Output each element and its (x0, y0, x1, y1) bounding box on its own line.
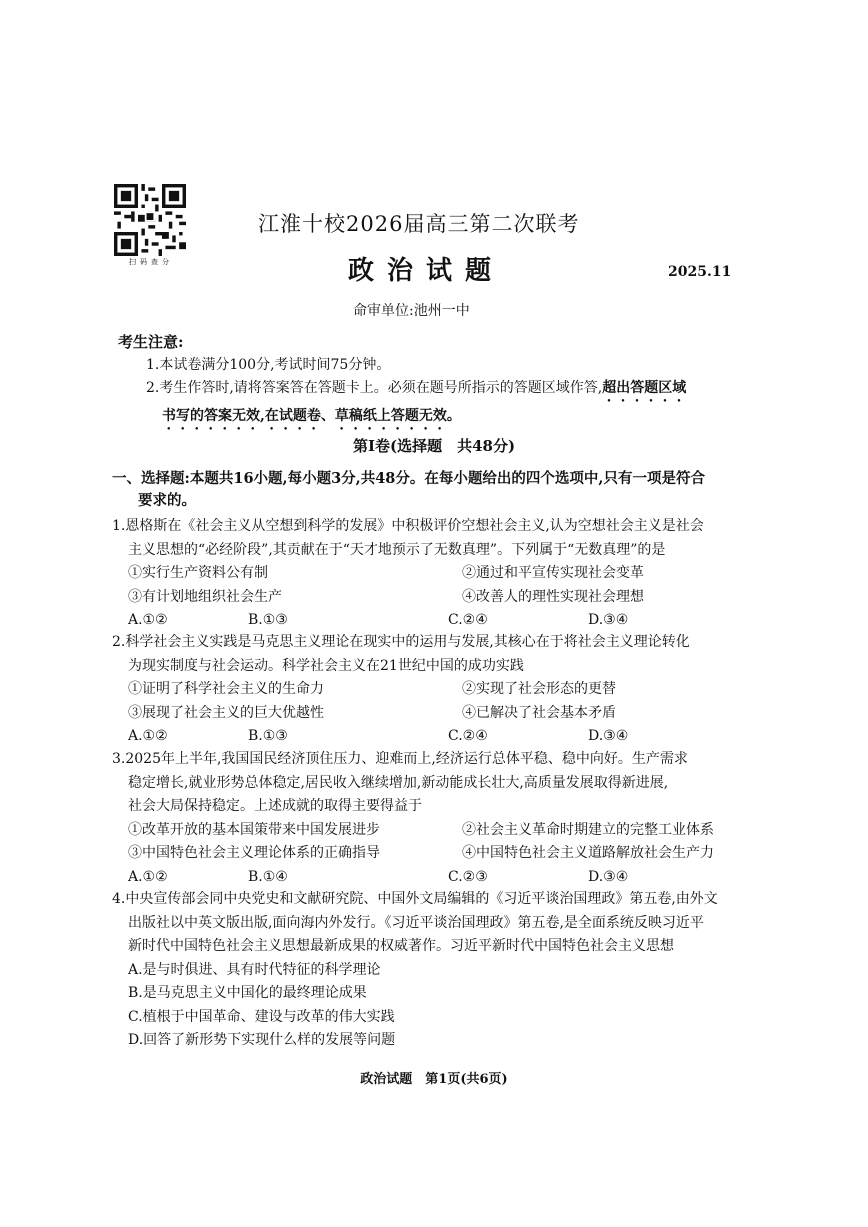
section-line-2: 要求的。 (138, 492, 196, 509)
notice-heading: 考生注意: (118, 333, 184, 351)
q1-stem-2: 主义思想的“必经阶段”,其贡献在于“天才地预示了无数真理”。下列属于“无数真理”的是 (128, 541, 666, 558)
statement: ①实行生产资料公有制 (128, 565, 268, 581)
choice-a: A.①② (128, 728, 168, 744)
q4-stem-2: 出版社以中英文版出版,面向海内外发行。《习近平谈治国理政》第五卷,是全面系统反映习近平 (128, 914, 704, 931)
qr-caption: 扫码查分 (129, 258, 173, 266)
choice-a: A.①② (128, 612, 168, 628)
question-4 (112, 888, 760, 1053)
q2-choices (112, 725, 760, 749)
notice-emphasis-cont: 书写的答案无效,在试题卷、草稿纸上答题无效。 (162, 408, 461, 424)
statement: ③有计划地组织社会生产 (128, 588, 282, 605)
notice-item-1: 1.本试卷满分100分,考试时间75分钟。 (146, 357, 391, 373)
exam-title: 江淮十校2026届高三第二次联考 (258, 212, 580, 236)
setter-unit: 命审单位:池州一中 (353, 303, 470, 319)
choice-a: A.①② (128, 868, 168, 885)
choice-c: C.②④ (448, 612, 488, 628)
q1-choices (112, 609, 760, 633)
notice-emphasis: 超出答题区域 (602, 380, 687, 396)
choice-c: C.植根于中国革命、建设与改革的伟大实践 (128, 1008, 395, 1025)
section-heading (112, 468, 760, 512)
choice-a: A.是与时俱进、具有时代特征的科学理论 (128, 961, 381, 978)
choice-d: D.回答了新形势下实现什么样的发展等问题 (128, 1032, 396, 1048)
q3-stem-1: 3.2025年上半年,我国国民经济顶住压力、迎难而上,经济运行总体平稳、稳中向好。生产需求 (112, 751, 688, 767)
statement: ①改革开放的基本国策带来中国发展进步 (128, 821, 380, 838)
section-line-1: 一、选择题:本题共16小题,每小题3分,共48分。在每小题给出的四个选项中,只有一项是符合 (112, 470, 705, 487)
statement: ②社会主义革命时期建立的完整工业体系 (462, 821, 714, 838)
choice-d: D.③④ (588, 612, 629, 628)
statement: ①证明了科学社会主义的生命力 (128, 681, 324, 697)
qr-code-icon (114, 184, 186, 256)
choice-b: B.①③ (248, 728, 288, 744)
q2-stem-1: 2.科学社会主义实践是马克思主义理论在现实中的运用与发展,其核心在于将社会主义理论转化 (112, 634, 690, 650)
q1-statements (112, 562, 760, 609)
page-title: 政治试题 (348, 256, 505, 286)
choice-b: B.①③ (248, 612, 288, 628)
choice-d: D.③④ (588, 728, 629, 744)
volume-heading: 第Ⅰ卷(选择题 共48分) (352, 437, 516, 455)
choice-c: C.②③ (448, 868, 488, 885)
question-1 (112, 515, 760, 633)
q3-choices (112, 866, 760, 890)
q1-stem-1: 1.恩格斯在《社会主义从空想到科学的发展》中积极评价空想社会主义,认为空想社会主义是社会 (112, 518, 704, 534)
exam-date: 2025.11 (668, 264, 732, 280)
q4-stem-1: 4.中央宣传部会同中央党史和文献研究院、中国外文局编辑的《习近平谈治国理政》第五卷,由外文 (112, 891, 718, 907)
choice-d: D.③④ (588, 868, 629, 885)
q2-stem-2: 为现实制度与社会运动。科学社会主义在21世纪中国的成功实践 (128, 657, 524, 674)
notice-item-2 (146, 377, 756, 433)
q3-stem-3: 社会大局保持稳定。上述成就的取得主要得益于 (128, 798, 422, 814)
page-footer: 政治试题 第1页(共6页) (360, 1072, 508, 1087)
statement: ③展现了社会主义的巨大优越性 (128, 704, 324, 721)
q4-choices (112, 959, 760, 1053)
q4-stem-3: 新时代中国特色社会主义思想最新成果的权威著作。习近平新时代中国特色社会主义思想 (128, 938, 674, 954)
statement: ④改善人的理性实现社会理想 (462, 588, 644, 605)
choice-b: B.①④ (248, 868, 288, 885)
statement: ④已解决了社会基本矛盾 (462, 704, 616, 721)
q3-statements (112, 819, 760, 866)
choice-c: C.②④ (448, 728, 488, 744)
q3-stem-2: 稳定增长,就业形势总体稳定,居民收入继续增加,新动能成长壮大,高质量发展取得新进展, (128, 774, 669, 791)
choice-b: B.是马克思主义中国化的最终理论成果 (128, 985, 367, 1001)
statement: ④中国特色社会主义道路解放社会生产力 (462, 845, 714, 861)
question-2 (112, 631, 760, 749)
q2-statements (112, 678, 760, 725)
notice-item-2-text: 2.考生作答时,请将答案答在答题卡上。必须在题号所指示的答题区域作答, (146, 380, 603, 396)
statement: ②实现了社会形态的更替 (462, 681, 616, 697)
question-3 (112, 748, 760, 889)
statement: ③中国特色社会主义理论体系的正确指导 (128, 845, 380, 861)
statement: ②通过和平宣传实现社会变革 (462, 565, 644, 581)
